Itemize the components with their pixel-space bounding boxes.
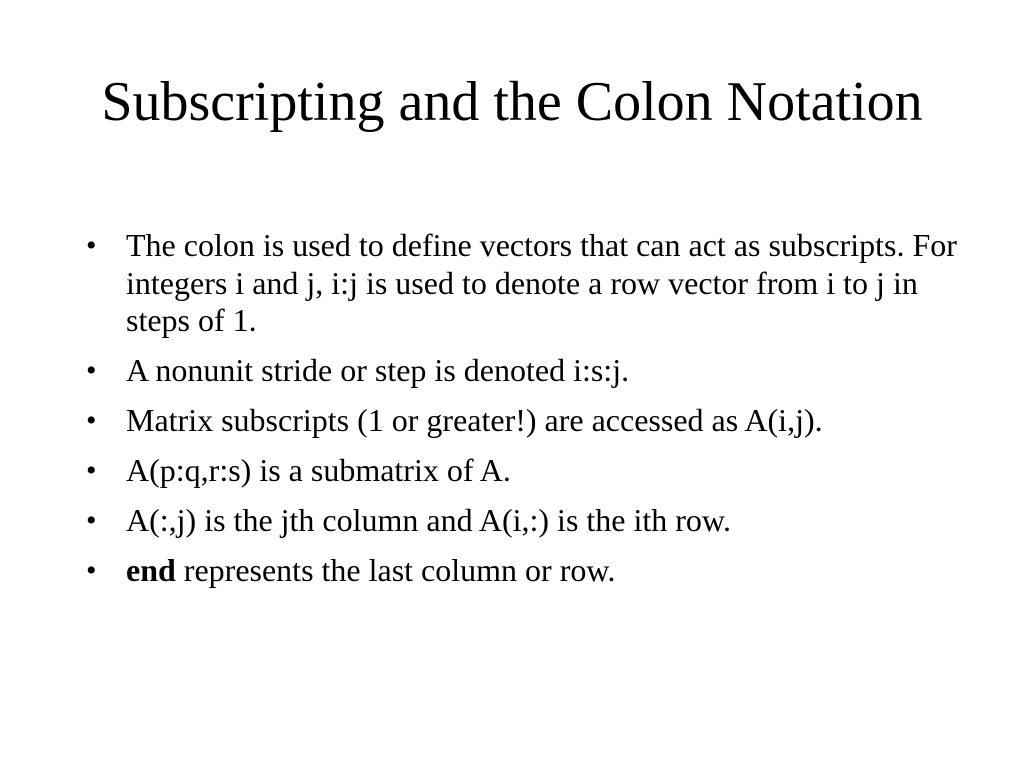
bullet-text: A nonunit stride or step is denoted i:s:j.	[126, 352, 630, 388]
bullet-item	[85, 227, 965, 340]
bullet-item	[85, 402, 965, 440]
bullet-item	[85, 352, 965, 390]
bullet-icon: •	[86, 354, 97, 387]
bullet-text: Matrix subscripts (1 or greater!) are accessed as A(i,j).	[126, 402, 823, 438]
bullet-icon: •	[86, 454, 97, 487]
bullet-text: A(:,j) is the jth column and A(i,:) is the ith row.	[126, 502, 731, 538]
bullet-text: The colon is used to define vectors that can act as subscripts. For integers i and j, i:j is used to denote a row vector from i to j in steps of 1.	[126, 227, 957, 338]
bullet-icon: •	[86, 554, 97, 587]
bullet-icon: •	[86, 404, 97, 437]
bullet-item	[85, 452, 965, 490]
bullet-item	[85, 502, 965, 540]
bullet-icon: •	[86, 229, 97, 262]
bullet-item	[85, 552, 965, 590]
bullet-icon: •	[86, 504, 97, 537]
bullet-list	[85, 227, 965, 602]
slide-title: Subscripting and the Colon Notation	[101, 71, 923, 133]
bullet-text: A(p:q,r:s) is a submatrix of A.	[126, 452, 511, 488]
bullet-text: represents the last column or row.	[175, 552, 616, 588]
end-keyword: end	[126, 552, 176, 588]
